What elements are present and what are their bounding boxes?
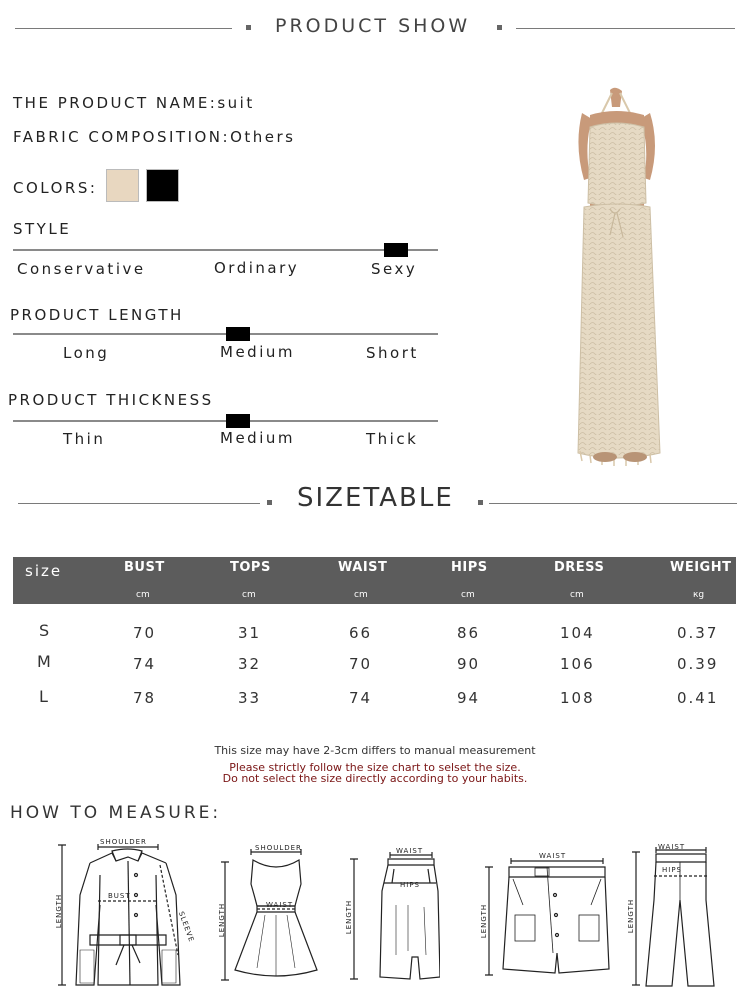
row-s-bust: 70 bbox=[133, 624, 157, 642]
row-s-hips: 86 bbox=[457, 624, 481, 642]
row-l-dress: 108 bbox=[560, 689, 595, 707]
row-m-waist: 70 bbox=[349, 655, 373, 673]
style-scale-marker bbox=[384, 243, 408, 257]
column-header-dress: DRESS bbox=[554, 560, 605, 575]
length-option-short: Short bbox=[366, 344, 419, 362]
column-header-weight: WEIGHT bbox=[670, 560, 732, 575]
thickness-option-medium: Medium bbox=[220, 429, 295, 447]
skirt-length-label: LENGTH bbox=[345, 899, 354, 935]
row-s-size: S bbox=[39, 621, 52, 640]
row-l-bust: 78 bbox=[133, 689, 157, 707]
unit-hips: cm bbox=[461, 590, 475, 600]
style-title: STYLE bbox=[13, 220, 72, 238]
length-option-medium: Medium bbox=[220, 343, 295, 361]
header-rule-left bbox=[15, 28, 232, 29]
row-s-waist: 66 bbox=[349, 624, 373, 642]
size-table-header bbox=[13, 557, 736, 604]
jacket-sleeve-label: SLEEVE bbox=[176, 910, 196, 944]
column-header-tops: TOPS bbox=[230, 560, 271, 575]
pants-length-label: LENGTH bbox=[627, 898, 636, 934]
header-bullet-left bbox=[246, 25, 251, 30]
size-column-header: size bbox=[25, 562, 63, 580]
row-l-weight: 0.41 bbox=[677, 689, 719, 707]
length-scale-marker bbox=[226, 327, 250, 341]
row-m-weight: 0.39 bbox=[677, 655, 719, 673]
jacket-length-label: LENGTH bbox=[55, 893, 64, 929]
length-option-long: Long bbox=[63, 344, 110, 362]
dress-shoulder-label: SHOULDER bbox=[255, 844, 302, 852]
row-m-tops: 32 bbox=[238, 655, 262, 673]
jacket-shoulder-label: SHOULDER bbox=[100, 838, 147, 846]
skirt-figure bbox=[340, 845, 440, 985]
style-scale-track bbox=[13, 249, 438, 251]
shorts-figure bbox=[475, 845, 615, 980]
size-warning-2: Do not select the size directly according to your habits. bbox=[222, 772, 528, 785]
unit-bust: cm bbox=[136, 590, 150, 600]
jacket-figure bbox=[50, 835, 200, 995]
thickness-scale-marker bbox=[226, 414, 250, 428]
dress-figure bbox=[213, 840, 323, 985]
product-image bbox=[560, 85, 680, 470]
dress-icon bbox=[213, 840, 323, 985]
sizetable-bullet-right bbox=[478, 500, 483, 505]
style-option-ordinary: Ordinary bbox=[214, 259, 300, 277]
row-m-dress: 106 bbox=[560, 655, 595, 673]
length-title: PRODUCT LENGTH bbox=[10, 306, 184, 324]
color-swatch-black[interactable] bbox=[146, 169, 179, 202]
thickness-option-thin: Thin bbox=[63, 430, 106, 448]
sizetable-bullet-left bbox=[267, 500, 272, 505]
row-s-weight: 0.37 bbox=[677, 624, 719, 642]
style-option-sexy: Sexy bbox=[371, 260, 418, 278]
product-name: THE PRODUCT NAME:suit bbox=[13, 94, 255, 112]
row-l-waist: 74 bbox=[349, 689, 373, 707]
color-swatch-beige[interactable] bbox=[106, 169, 139, 202]
size-warning-1: Please strictly follow the size chart to selset the size. bbox=[229, 761, 521, 774]
pants-waist-label: WAIST bbox=[658, 843, 686, 851]
page-title: PRODUCT SHOW bbox=[275, 15, 471, 37]
measurement-note: This size may have 2-3cm differs to manual measurement bbox=[214, 744, 536, 757]
jacket-bust-label: BUST bbox=[108, 892, 131, 900]
sizetable-rule-right bbox=[489, 503, 737, 504]
unit-weight: кg bbox=[693, 590, 705, 600]
colors-label: COLORS: bbox=[13, 179, 98, 197]
row-l-tops: 33 bbox=[238, 689, 262, 707]
row-m-hips: 90 bbox=[457, 655, 481, 673]
shorts-icon bbox=[475, 845, 615, 980]
column-header-bust: BUST bbox=[124, 560, 165, 575]
unit-dress: cm bbox=[570, 590, 584, 600]
fabric-composition: FABRIC COMPOSITION:Others bbox=[13, 128, 296, 146]
skirt-waist-label: WAIST bbox=[396, 847, 424, 855]
shorts-waist-label: WAIST bbox=[539, 852, 567, 860]
skirt-hips-label: HIPS bbox=[400, 881, 420, 889]
shorts-length-label: LENGTH bbox=[480, 903, 489, 939]
dress-waist-label: WAIST bbox=[266, 901, 294, 909]
sizetable-rule-left bbox=[18, 503, 260, 504]
pants-hips-label: HIPS bbox=[662, 866, 682, 874]
header-bullet-right bbox=[497, 25, 502, 30]
column-header-waist: WAIST bbox=[338, 560, 388, 575]
pants-figure bbox=[620, 840, 720, 990]
unit-waist: cm bbox=[354, 590, 368, 600]
dress-length-label: LENGTH bbox=[218, 902, 227, 938]
row-s-dress: 104 bbox=[560, 624, 595, 642]
row-m-size: M bbox=[37, 652, 53, 671]
unit-tops: cm bbox=[242, 590, 256, 600]
row-s-tops: 31 bbox=[238, 624, 262, 642]
how-to-measure-title: HOW TO MEASURE: bbox=[10, 803, 222, 823]
row-l-size: L bbox=[39, 687, 50, 706]
row-m-bust: 74 bbox=[133, 655, 157, 673]
sizetable-title: SIZETABLE bbox=[297, 483, 454, 513]
row-l-hips: 94 bbox=[457, 689, 481, 707]
style-option-conservative: Conservative bbox=[17, 260, 146, 278]
thickness-title: PRODUCT THICKNESS bbox=[8, 391, 214, 409]
thickness-option-thick: Thick bbox=[366, 430, 419, 448]
header-rule-right bbox=[516, 28, 735, 29]
skirt-icon bbox=[340, 845, 440, 985]
column-header-hips: HIPS bbox=[451, 560, 488, 575]
